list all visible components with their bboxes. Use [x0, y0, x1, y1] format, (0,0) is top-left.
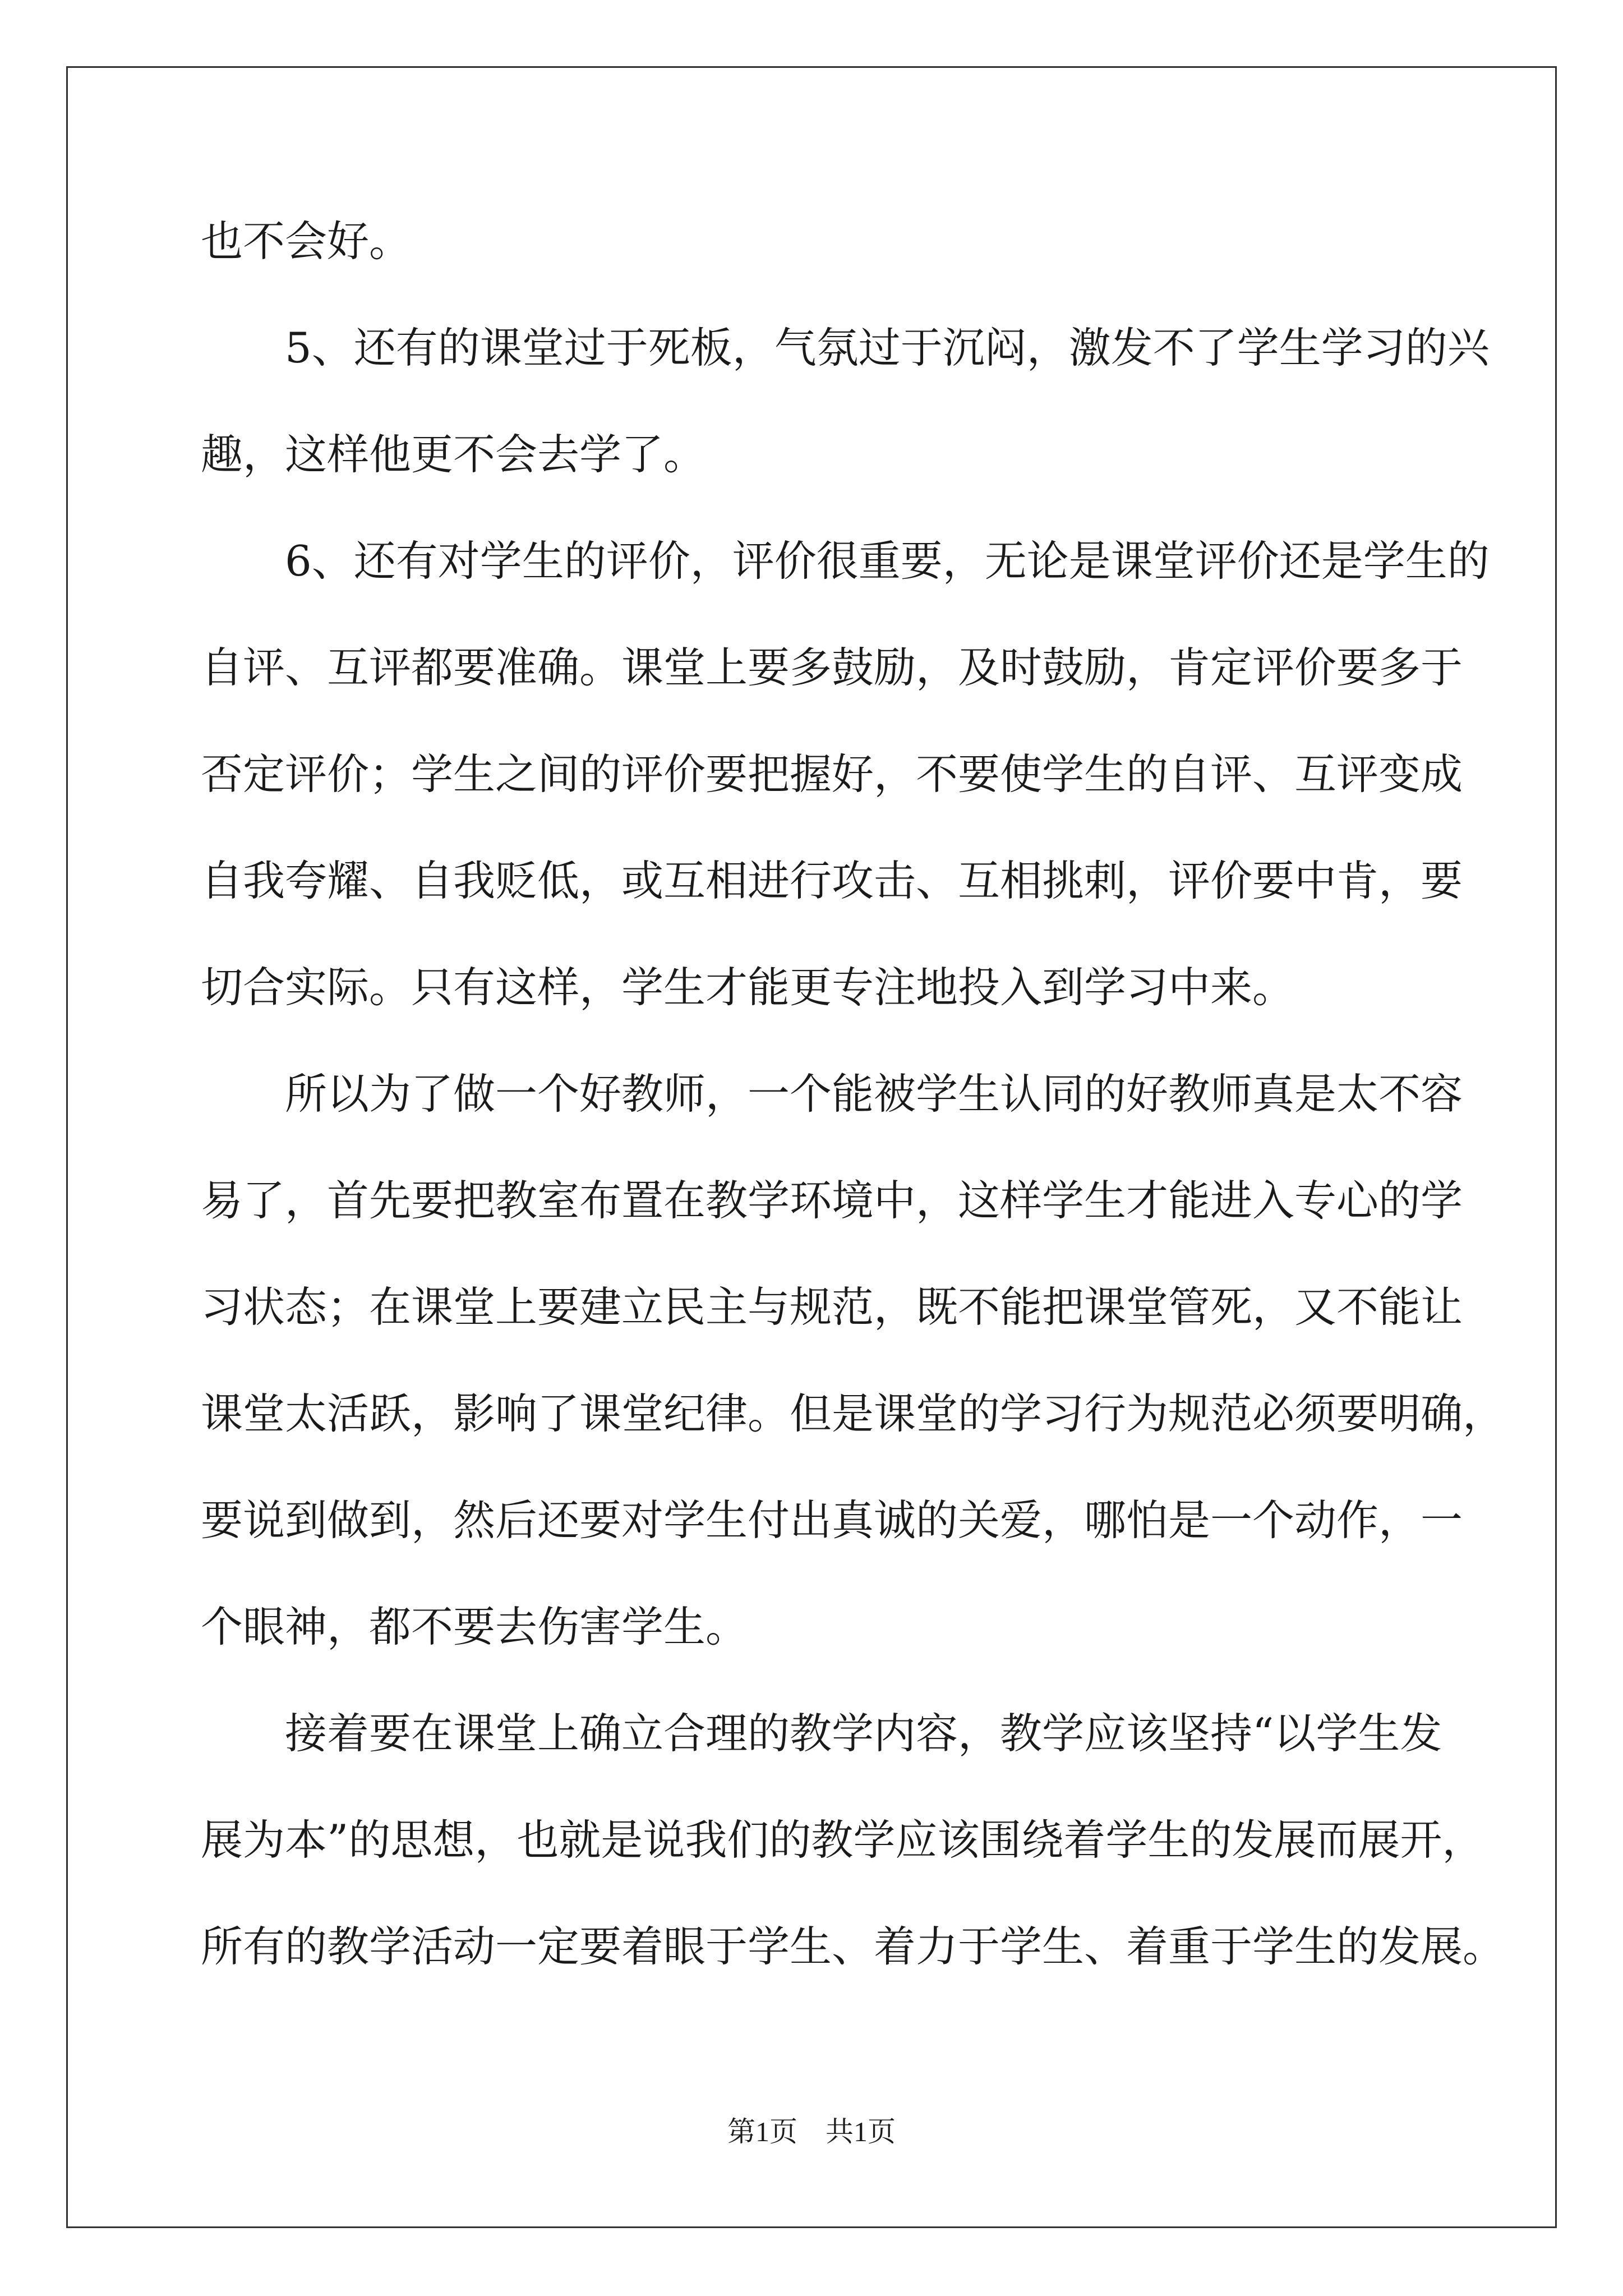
text-line: 也不会好。 — [201, 217, 412, 266]
text-line: 自评、互评都要准确。课堂上要多鼓励，及时鼓励，肯定评价要多于 — [201, 643, 1463, 692]
paragraph-line: 所以为了做一个好教师，一个能被学生认同的好教师真是太不容 — [285, 1069, 1463, 1119]
text-line: 趣，这样他更不会去学了。 — [201, 430, 706, 479]
text-line: 展为本”的思想，也就是说我们的教学应该围绕着学生的发展而展开， — [201, 1815, 1484, 1865]
page-total: 共1页 — [826, 2116, 896, 2147]
text-line: 要说到做到，然后还要对学生付出真诚的关爱，哪怕是一个动作，一 — [201, 1496, 1463, 1545]
text-line: 切合实际。只有这样，学生才能更专注地投入到学习中来。 — [201, 963, 1295, 1012]
text-line: 否定评价；学生之间的评价要把握好，不要使学生的自评、互评变成 — [201, 749, 1463, 799]
text-line: 所有的教学活动一定要着眼于学生、着力于学生、着重于学生的发展。 — [201, 1922, 1505, 1971]
paragraph-line: 5、还有的课堂过于死板，气氛过于沉闷，激发不了学生学习的兴 — [285, 323, 1490, 372]
text-line: 课堂太活跃，影响了课堂纪律。但是课堂的学习行为规范必须要明确， — [201, 1389, 1505, 1438]
paragraph-line: 接着要在课堂上确立合理的教学内容，教学应该坚持“以学生发 — [285, 1709, 1442, 1758]
text-line: 自我夸耀、自我贬低，或互相进行攻击、互相挑剌，评价要中肯，要 — [201, 856, 1463, 905]
page-footer — [0, 2115, 1623, 2148]
paragraph-line: 6、还有对学生的评价，评价很重要，无论是课堂评价还是学生的 — [285, 536, 1490, 586]
text-line: 个眼神，都不要去伤害学生。 — [201, 1602, 748, 1651]
text-line: 习状态；在课堂上要建立民主与规范，既不能把课堂管死，又不能让 — [201, 1282, 1463, 1332]
text-line: 易了，首先要把教室布置在教学环境中，这样学生才能进入专心的学 — [201, 1176, 1463, 1225]
page-border — [66, 66, 1557, 2228]
page-number: 第1页 — [727, 2116, 797, 2147]
